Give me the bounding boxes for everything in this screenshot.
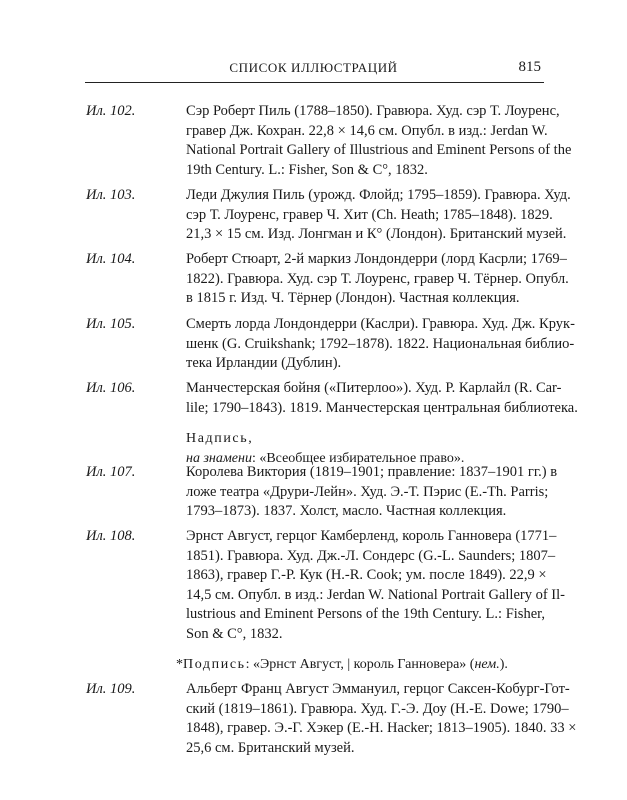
entry-description [186,102,572,180]
note-end: ). [499,657,508,672]
entry-description [186,680,577,758]
entry-line: шенк (G. Cruikshank; 1792–1878). 1822. Национальная библио- [186,335,575,352]
entry-description [186,379,578,418]
entry-label: Ил. 109. [86,681,136,697]
entry-description [186,250,569,309]
entry-description [186,186,571,245]
header-rule [85,82,544,83]
note-language: нем. [474,657,500,672]
entry-line: в 1815 г. Изд. Ч. Тёрнер (Лондон). Частная коллекция. [186,290,520,306]
entry-line: Альберт Франц Август Эммануил, герцог Саксен-Кобург-Гот- [186,681,570,697]
entry-line: Эрнст Август, герцог Камберленд, король Ганновера (1771– [186,528,557,544]
entry-line: сэр Т. Лоуренс, гравер Ч. Хит (Ch. Heath; 1785–1848). 1829. [186,206,553,223]
note-title: Надпись, [186,431,254,446]
entry-label: Ил. 108. [86,528,136,544]
entry-label: Ил. 104. [86,251,136,267]
entry-line: 1851). Гравюра. Худ. Дж.-Л. Сондерс (G.-L. Saunders; 1807– [186,547,556,564]
entry-line: тека Ирландии (Дублин). [186,355,342,371]
entry-line: 1863), гравер Г.-Р. Кук (H.-R. Cook; ум. после 1849). 22,9 × [186,567,547,583]
entry-line: 14,5 см. Опубл. в изд.: Jerdan W. National Portrait Gallery of Il- [186,586,565,603]
entry-label: Ил. 103. [86,187,136,203]
page-number: 815 [518,59,541,75]
entry-line: Манчестерская бойня («Питерлоо»). Худ. Р. Карлайл (R. Car- [186,380,562,396]
entry-line: Сэр Роберт Пиль (1788–1850). Гравюра. Худ. сэр Т. Лоуренс, [186,103,560,119]
entry-label: Ил. 107. [86,464,136,480]
note-text: : «Всеобщее избирательное право». [251,450,465,466]
entry-label: Ил. 105. [86,316,136,332]
entry-line: National Portrait Gallery of Illustrious and Eminent Persons of the [186,142,572,158]
entry-line: 1793–1873). 1837. Холст, масло. Частная коллекция. [186,503,507,519]
note-title: Подпись [183,657,246,672]
note-text: : «Эрнст Август, | король Ганновера» ( [245,657,475,672]
running-header-title: СПИСОК ИЛЛЮСТРАЦИЙ [229,60,398,75]
note-asterisk: * [176,657,183,672]
entry-line: гравер Дж. Кохран. 22,8 × 14,6 см. Опубл. в изд.: Jerdan W. [186,122,548,139]
note-prefix: на знамени [186,450,252,466]
entry-line: 1848), гравер. Э.-Г. Хэкер (E.-H. Hacker; 1813–1905). 1840. 33 × [186,720,577,736]
entry-description [186,527,565,644]
entry-line: Роберт Стюарт, 2-й маркиз Лондондерри (лорд Касрли; 1769– [186,251,567,267]
entry-description [186,463,558,522]
entry-label: Ил. 106. [86,380,136,396]
entry-line: lustrious and Eminent Persons of the 19th Century. L.: Fisher, [186,606,545,622]
entry-line: Смерть лорда Лондондерри (Каслри). Гравюра. Худ. Дж. Крук- [186,316,575,332]
entry-label: Ил. 102. [86,103,136,119]
entry-line: 21,3 × 15 см. Изд. Лонгман и К° (Лондон). Британский музей. [186,226,567,242]
entry-line: ложе театра «Друри-Лейн». Худ. Э.-Т. Пэрис (E.-Th. Parris; [186,483,549,500]
entry-inscription-note [176,655,546,675]
entry-line: Леди Джулия Пиль (урожд. Флойд; 1795–1859). Гравюра. Худ. [186,187,571,203]
entry-line: 1822). Гравюра. Худ. сэр Т. Лоуренс, гравер Ч. Тёрнер. Опубл. [186,270,569,287]
entry-description [186,315,575,374]
entry-line: ский (1819–1861). Гравюра. Худ. Г.-Э. Доу (H.-E. Dowe; 1790– [186,700,569,717]
entry-line: Королева Виктория (1819–1901; правление: 1837–1901 гг.) в [186,464,558,480]
entry-line: 19th Century. L.: Fisher, Son & C°, 1832. [186,161,428,178]
entry-line: Son & C°, 1832. [186,625,283,642]
entry-line: lile; 1790–1843). 1819. Манчестерская центральная библиотека. [186,399,578,416]
entry-line: 25,6 см. Британский музей. [186,739,355,756]
